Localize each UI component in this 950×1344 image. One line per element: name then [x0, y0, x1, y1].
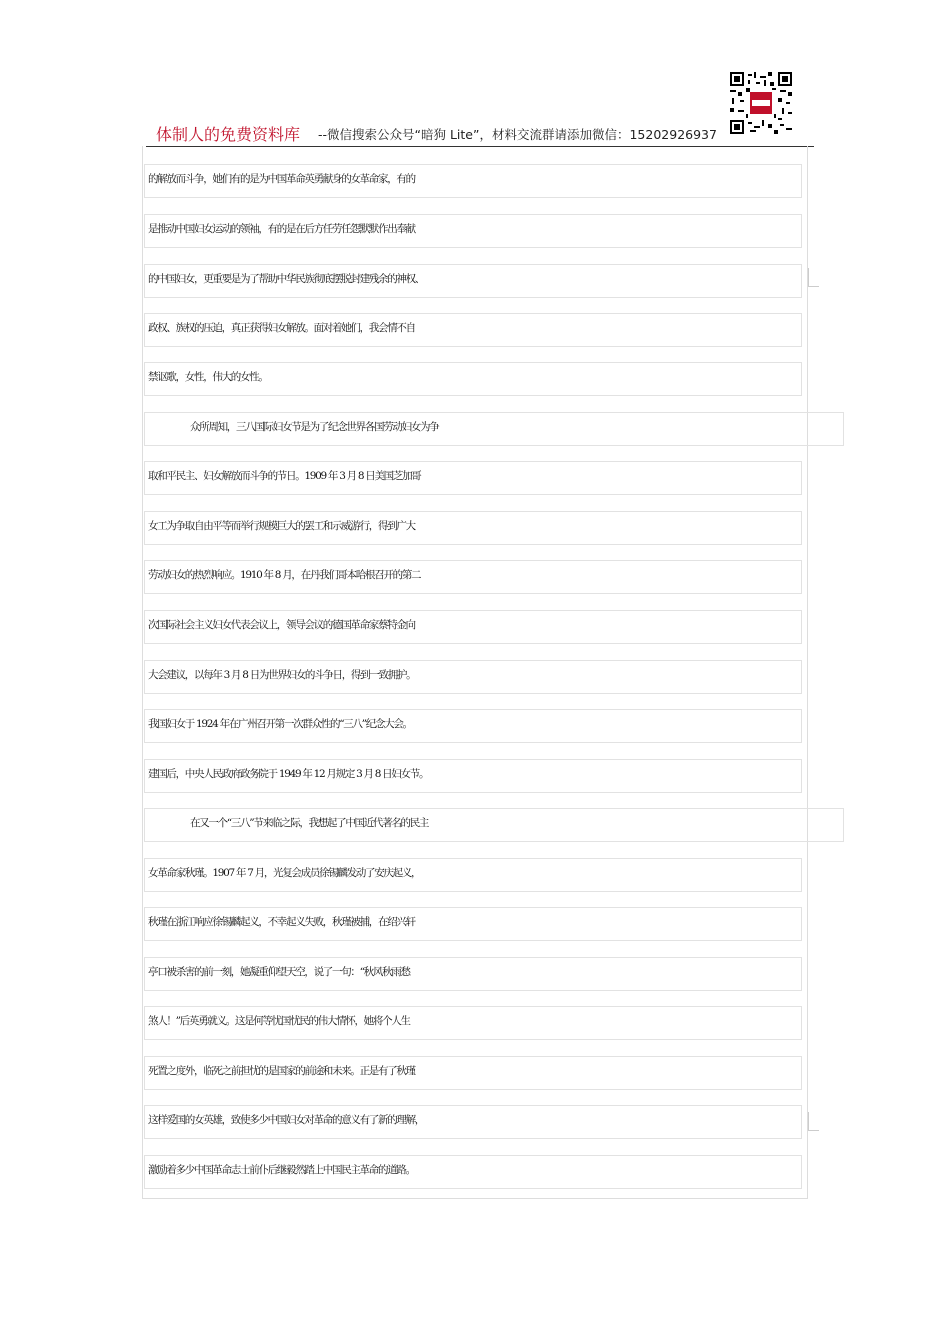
body-line: 亭口被杀害的前一刻，她凝重仰望天空，说了一句：“秋风秋雨愁 [148, 949, 798, 995]
body-line: 大会建议，以每年 3 月 8 日为世界妇女的斗争日，得到一致拥护。 [148, 652, 798, 698]
body-line: 女革命家秋瑾。1907 年 7 月，光复会成员徐锡麟发动了安庆起义， [148, 850, 798, 896]
page-header [146, 70, 814, 147]
margin-marker [808, 268, 819, 287]
qr-code-icon [730, 72, 792, 134]
body-line: 激励着多少中国革命志士前仆后继毅然踏上中国民主革命的道路。 [148, 1147, 798, 1193]
body-line: 这样爱国的女英雄，致使多少中国妇女对革命的意义有了新的理解， [148, 1097, 798, 1143]
paragraph-first-line: 在又一个“三八”节来临之际，我想起了中国近代著名的民主 [148, 800, 840, 846]
body-line: 煞人！”后英勇就义。这是何等忧国忧民的伟大情怀，她将个人生 [148, 998, 798, 1044]
body-line: 女工为争取自由平等而举行规模巨大的罢工和示威游行，得到广大 [148, 503, 798, 549]
body-line: 我国妇女于 1924 年在广州召开第一次群众性的“三八”纪念大会。 [148, 701, 798, 747]
header-contact-info: --微信搜索公众号“暗狗 Lite”，材料交流群请添加微信：15202926937 [318, 127, 717, 142]
body-line: 是推动中国妇女运动的领袖，有的是在后方任劳任怨默默作出奉献 [148, 206, 798, 252]
body-line: 建国后，中央人民政府政务院于 1949 年 12 月规定 3 月 8 日妇女节。 [148, 751, 798, 797]
body-line: 死置之度外，临死之前担忧的是国家的前途和未来。正是有了秋瑾 [148, 1048, 798, 1094]
body-line: 禁讴歌，女性，伟大的女性。 [148, 354, 798, 400]
body-line: 的中国妇女，更重要是为了帮助中华民族彻底摆脱封建残余的神权、 [148, 256, 798, 302]
body-line: 次国际社会主义妇女代表会议上，领导会议的德国革命家蔡特金向 [148, 602, 798, 648]
body-line: 的解放而斗争，她们有的是为中国革命英勇献身的女革命家，有的 [148, 156, 798, 202]
margin-marker [808, 1112, 819, 1131]
brand-title: 体制人的免费资料库 [156, 125, 301, 144]
body-line: 取和平民主、妇女解放而斗争的节日。1909 年 3 月 8 日美国芝加哥 [148, 453, 798, 499]
paragraph-first-line: 众所周知，三八国际妇女节是为了纪念世界各国劳动妇女为争 [148, 404, 840, 450]
body-line: 政权、族权的压迫，真正获得妇女解放。面对着她们，我会情不自 [148, 305, 798, 351]
body-line: 秋瑾在浙江响应徐锡麟起义，不幸起义失败，秋瑾被捕，在绍兴轩 [148, 899, 798, 945]
body-line: 劳动妇女的热烈响应。1910 年 8 月，在丹我们哥本哈根召开的第二 [148, 552, 798, 598]
